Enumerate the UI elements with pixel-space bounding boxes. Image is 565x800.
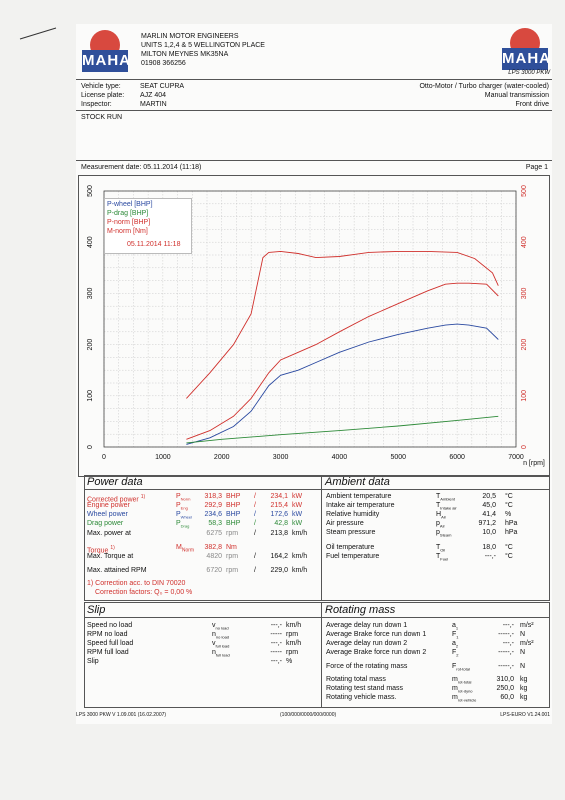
divider: [76, 79, 552, 80]
row-value: -----: [270, 649, 282, 656]
row-unit: m/s²: [520, 640, 534, 647]
series-line-p-drag-bhp: [186, 416, 498, 443]
symbol: v: [212, 622, 216, 629]
row-value: ---,-: [502, 640, 514, 647]
symbol-subscript: 1: [456, 634, 459, 640]
row-unit: °C: [505, 493, 513, 500]
power-row-value-kw: 172,6: [270, 511, 288, 518]
symbol-subscript: Wheel: [180, 514, 193, 520]
maha-logo-right: [502, 28, 551, 74]
row-symbol: [436, 553, 448, 563]
symbol: P: [176, 493, 181, 500]
address-line-2: MILTON MEYNES MK35NA: [141, 51, 229, 58]
symbol-subscript: Eng: [180, 505, 188, 511]
symbol: F: [452, 649, 457, 656]
symbol: P: [176, 511, 181, 518]
model-badge: LPS 3000 PKW: [508, 70, 550, 76]
divider: [84, 489, 549, 490]
y-tick-label-left: 400: [87, 236, 94, 249]
company-name: MARLIN MOTOR ENGINEERS: [141, 33, 239, 40]
max-power-rpm: 6275: [206, 530, 222, 537]
row-value: 310,0: [496, 676, 514, 683]
power-row-unit-bhp: BHP: [226, 493, 241, 500]
page-number: Page 1: [525, 164, 548, 171]
power-data-title: Power data: [87, 476, 143, 488]
symbol-subscript: rot-total: [457, 679, 472, 685]
rot-row-label: Average delay run down 1: [326, 622, 408, 629]
symbol-subscript: 2: [456, 652, 459, 658]
x-axis-unit: n [rpm]: [523, 460, 545, 467]
power-row-unit-kw: kW: [292, 511, 303, 518]
x-tick-label: 1000: [155, 454, 171, 461]
speed-unit: km/h: [292, 553, 308, 560]
torque-value: 382,8: [204, 544, 222, 551]
correction-factors: Correction factors: Q₀ = 0,00 %: [95, 589, 193, 596]
symbol: P: [176, 520, 181, 527]
symbol: p: [436, 520, 440, 527]
max-rpm-speed: 229,0: [270, 567, 288, 574]
y-tick-label-left: 300: [87, 287, 94, 300]
symbol: a: [452, 622, 456, 629]
rpm-unit: rpm: [226, 530, 239, 537]
vehicle-type-value: SEAT CUPRA: [140, 83, 185, 90]
symbol-subscript: Ambient: [440, 496, 455, 502]
symbol-subscript: no load: [215, 634, 230, 640]
row-value: 20,5: [482, 493, 496, 500]
symbol-subscript: Intake air: [440, 505, 457, 511]
rot-row-label: Average Brake force run down 2: [326, 649, 427, 656]
torque-label: Torque $^{1)}$: [87, 545, 115, 555]
legend-p-norm: P-norm [BHP]: [107, 219, 151, 226]
row-value: 41,4: [482, 511, 496, 518]
power-row-label: [87, 520, 123, 528]
inspector-label: Inspector:: [81, 101, 112, 108]
y-tick-label-right: 200: [521, 338, 528, 351]
ambient-row-label: Steam pressure: [326, 529, 376, 536]
y-tick-label-left: 500: [87, 185, 94, 197]
max-rpm-label: Max. attained RPM: [87, 567, 147, 574]
power-row-value-bhp: 58,3: [208, 520, 222, 527]
symbol: v: [212, 640, 216, 647]
x-tick-label: 7000: [508, 454, 524, 461]
vehicle-type-label: Vehicle type:: [81, 83, 121, 90]
row-unit: hPa: [505, 520, 518, 527]
footer-left: LPS 3000 PKW V 1.09.001 (16.02.2007): [76, 712, 167, 718]
row-value: -----,-: [498, 631, 514, 638]
rot-row-label: Average delay run down 2: [326, 640, 408, 647]
y-tick-label-right: 300: [521, 287, 528, 300]
rot-row-label: Rotating vehicle mass.: [326, 694, 397, 701]
row-unit: N: [520, 649, 526, 656]
row-unit: rpm: [286, 631, 299, 638]
slash: /: [254, 530, 256, 537]
footer-center: (100/000/0000/000/0000): [280, 712, 337, 718]
slip-title: Slip: [87, 604, 106, 616]
power-row-label-text: Corrected power: [87, 496, 139, 504]
max-torque-rpm: 4820: [206, 553, 222, 560]
transmission: Manual transmission: [484, 92, 549, 99]
symbol-subscript: Air: [439, 523, 445, 529]
force-rotating-unit: N: [520, 663, 526, 670]
symbol: T: [436, 544, 441, 551]
slash: /: [254, 567, 256, 574]
power-row-label: [87, 502, 130, 510]
torque-symbol: $M_{Norm}$: [176, 544, 195, 554]
max-power-label: Max. power at: [87, 530, 131, 537]
power-row-symbol: [176, 520, 189, 530]
row-symbol: [452, 649, 459, 659]
y-tick-label-right: 400: [521, 236, 528, 249]
symbol-subscript: 1: [455, 625, 459, 631]
rot-row-label: Rotating total mass: [326, 676, 386, 683]
ambient-row-label: Fuel temperature: [326, 553, 380, 560]
row-unit: kg: [520, 685, 528, 692]
row-value: 10,0: [482, 529, 496, 536]
divider: [321, 475, 322, 600]
slash: /: [254, 520, 256, 527]
rot-row-label: Rotating test stand mass: [326, 685, 404, 692]
slash: /: [254, 553, 256, 560]
row-value: 18,0: [482, 544, 496, 551]
slash: /: [254, 502, 256, 509]
ambient-row-label: Ambient temperature: [326, 493, 392, 500]
symbol-subscript: Drag: [180, 523, 190, 529]
address-line-1: UNITS 1,2,4 & 5 WELLINGTON PLACE: [141, 42, 265, 49]
symbol-subscript: rot-dyno: [457, 688, 473, 694]
symbol-subscript: no load: [215, 625, 229, 631]
divider: [84, 617, 549, 618]
max-rpm-value: 6720: [206, 567, 222, 574]
ambient-data-title: Ambient data: [325, 476, 390, 488]
row-value: ---,-: [502, 622, 514, 629]
power-row-value-kw: 42,8: [274, 520, 288, 527]
phone: 01908 366256: [141, 60, 186, 67]
slip-row-label: Slip: [87, 658, 99, 665]
power-row-unit-bhp: BHP: [226, 511, 241, 518]
row-value: 971,2: [478, 520, 496, 527]
row-value: ---,-: [484, 553, 496, 560]
plate-value: AJZ 404: [140, 92, 167, 99]
symbol-subscript: Steam: [439, 532, 452, 538]
y-tick-label-left: 100: [87, 389, 94, 402]
footer-right: LPS-EURO V1.24.001: [500, 712, 550, 718]
row-value: 250,0: [496, 685, 514, 692]
y-tick-label-right: 0: [521, 445, 528, 449]
run-note: STOCK RUN: [81, 114, 123, 121]
row-unit: km/h: [286, 640, 302, 647]
row-unit: km/h: [286, 622, 302, 629]
ambient-row-label: Intake air temperature: [326, 502, 395, 509]
row-value: -----: [270, 631, 282, 638]
slip-row-label: Speed full load: [87, 640, 134, 647]
power-row-value-bhp: 292,9: [204, 502, 222, 509]
symbol-subscript: 2: [455, 643, 459, 649]
slash: /: [254, 493, 256, 500]
correction-note: 1) Correction acc. to DIN 70020: [87, 580, 186, 587]
inspector-value: MARTIN: [140, 101, 167, 108]
y-tick-label-left: 0: [87, 445, 94, 449]
row-unit: %: [286, 658, 293, 665]
legend-p-wheel: P-wheel [BHP]: [107, 201, 153, 208]
slip-row-label: RPM full load: [87, 649, 129, 656]
footnote-marker: 1): [140, 494, 146, 500]
row-unit: °C: [505, 553, 513, 560]
x-tick-label: 5000: [390, 454, 407, 461]
rpm-unit: rpm: [226, 567, 239, 574]
x-tick-label: 3000: [272, 454, 289, 461]
symbol-subscript: Air: [441, 514, 446, 520]
plate-label: License plate:: [81, 92, 125, 99]
torque-unit: Nm: [226, 544, 237, 551]
row-symbol: [436, 529, 451, 539]
force-rotating-value: -----,-: [498, 663, 514, 670]
row-symbol: [212, 649, 230, 659]
series-line-p-norm-bhp: [186, 283, 498, 439]
row-unit: °C: [505, 502, 513, 509]
symbol-subscript: rot-vehicle: [457, 697, 477, 703]
power-row-label: [87, 511, 128, 519]
power-row-unit-kw: kW: [292, 493, 303, 500]
row-unit: N: [520, 631, 526, 638]
row-unit: rpm: [286, 649, 299, 656]
y-tick-label-left: 200: [87, 338, 94, 351]
symbol: T: [436, 493, 441, 500]
rpm-unit: rpm: [226, 553, 239, 560]
maha-logo-left: [82, 30, 131, 76]
row-value: 60,0: [500, 694, 514, 701]
symbol-subscript: Oil: [440, 547, 446, 553]
speed-unit: km/h: [292, 530, 308, 537]
symbol: p: [436, 529, 440, 536]
power-row-value-bhp: 318,3: [204, 493, 222, 500]
y-tick-label-right: 100: [521, 389, 528, 402]
power-row-unit-bhp: BHP: [226, 502, 241, 509]
row-unit: °C: [505, 544, 513, 551]
speed-unit: km/h: [292, 567, 308, 574]
legend-m-norm: M-norm [Nm]: [107, 228, 148, 235]
max-torque-speed: 164,2: [270, 553, 288, 560]
ambient-row-label: Relative humidity: [326, 511, 380, 518]
symbol: m: [452, 676, 458, 683]
symbol-subscript: Fuel: [440, 556, 449, 562]
symbol-subscript: full load: [215, 643, 230, 649]
row-value: 45,0: [482, 502, 496, 509]
ambient-row-label: Air pressure: [326, 520, 364, 527]
divider: [76, 160, 552, 161]
row-unit: m/s²: [520, 622, 534, 629]
row-value: ---,-: [270, 622, 282, 629]
rot-row-label: Average Brake force run down 1: [326, 631, 427, 638]
symbol-subscript: Norm: [180, 496, 191, 502]
ambient-row-label: Oil temperature: [326, 544, 375, 551]
logo-text: MAHA: [82, 50, 128, 72]
legend-date: 05.11.2014 11:18: [127, 241, 181, 248]
row-unit: kg: [520, 694, 528, 701]
row-value: ---,-: [270, 640, 282, 647]
power-row-unit-kw: kW: [292, 520, 303, 527]
power-row-value-bhp: 234,6: [204, 511, 222, 518]
slip-row-label: Speed no load: [87, 622, 133, 629]
row-unit: kg: [520, 676, 528, 683]
y-tick-label-right: 500: [521, 185, 528, 197]
force-rotating-label: Force of the rotating mass: [326, 663, 408, 670]
slash: /: [254, 511, 256, 518]
engine-type: Otto-Motor / Turbo charger (water-cooled): [419, 83, 549, 90]
chart-legend: [104, 198, 192, 254]
x-tick-label: 4000: [331, 454, 348, 461]
logo-text: MAHA: [502, 48, 548, 70]
symbol: T: [436, 502, 441, 509]
power-row-unit-kw: kW: [292, 502, 303, 509]
symbol: H: [436, 511, 442, 518]
series-line-p-wheel-bhp: [186, 324, 498, 444]
pen-mark: [18, 26, 58, 42]
slip-row-label: RPM no load: [87, 631, 128, 638]
measurement-date: Measurement date: 05.11.2014 (11:18): [81, 164, 202, 171]
row-value: ---,-: [270, 658, 282, 665]
row-symbol: [452, 694, 476, 704]
x-tick-label: 0: [102, 454, 106, 461]
symbol: T: [436, 553, 441, 560]
legend-p-drag: P-drag [BHP]: [107, 210, 149, 217]
symbol: n: [212, 649, 216, 656]
divider: [76, 110, 552, 111]
max-power-speed: 213,8: [270, 530, 288, 537]
symbol: P: [176, 502, 181, 509]
power-row-unit-bhp: BHP: [226, 520, 241, 527]
power-row-label-text: Wheel power: [87, 511, 128, 518]
symbol: m: [452, 685, 458, 692]
symbol: n: [212, 631, 216, 638]
row-unit: %: [505, 511, 512, 518]
symbol: F: [452, 631, 457, 638]
power-row-value-kw: 234,1: [270, 493, 288, 500]
force-rotating-symbol: $F_{rot-total}$: [452, 663, 470, 672]
power-row-label-text: Drag power: [87, 520, 124, 527]
row-unit: hPa: [505, 529, 518, 536]
symbol-subscript: full load: [215, 652, 230, 658]
symbol: m: [452, 694, 458, 701]
power-row-label-text: Engine power: [87, 502, 130, 509]
max-torque-label: Max. Torque at: [87, 553, 134, 560]
x-tick-label: 2000: [213, 454, 230, 461]
drive: Front drive: [515, 101, 549, 108]
row-value: -----,-: [498, 649, 514, 656]
power-row-value-kw: 215,4: [270, 502, 288, 509]
symbol: a: [452, 640, 456, 647]
x-tick-label: 6000: [449, 454, 465, 461]
rotating-mass-title: Rotating mass: [325, 604, 396, 616]
